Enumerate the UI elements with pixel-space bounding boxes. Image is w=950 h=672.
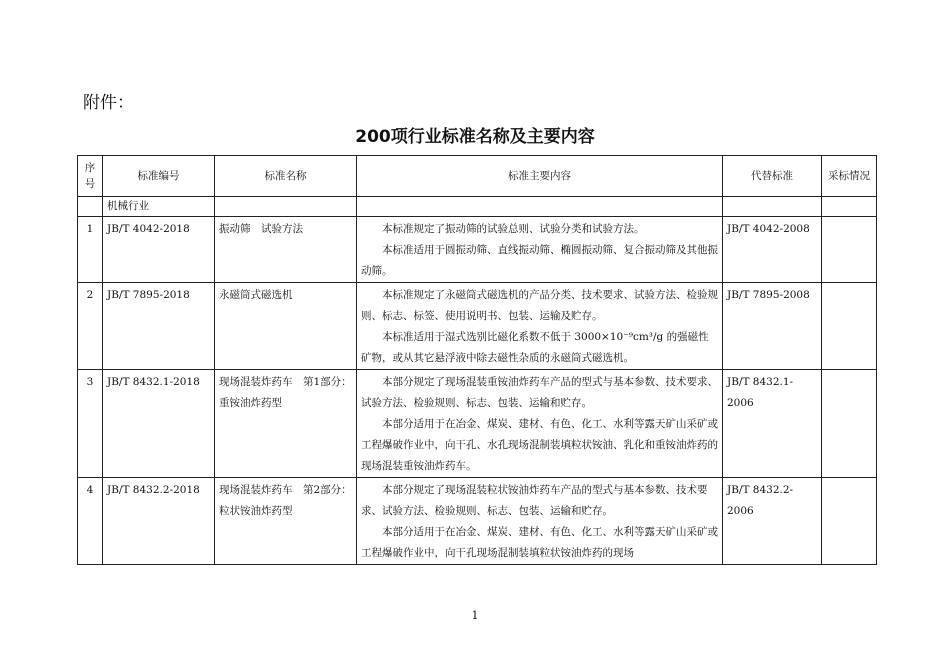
section-row	[78, 197, 877, 217]
row-code: JB/T 8432.2-2018	[103, 478, 215, 565]
row-content	[357, 370, 723, 478]
row-content	[357, 217, 723, 283]
table-row	[78, 217, 877, 283]
row-replaces: JB/T 8432.1-2006	[723, 370, 822, 478]
table-row	[78, 478, 877, 565]
table-header-row	[78, 156, 877, 197]
content-paragraph: 本标准规定了永磁筒式磁选机的产品分类、技术要求、试验方法、检验规则、标志、标签、使用说明书、包装、运输及贮存。	[361, 289, 718, 322]
row-name: 现场混装炸药车 第1部分：重铵油炸药型	[215, 370, 357, 478]
table-row	[78, 370, 877, 478]
row-no: 4	[78, 478, 103, 565]
table-row	[78, 283, 877, 370]
content-paragraph: 本标准规定了振动筛的试验总则、试验分类和试验方法。	[382, 223, 645, 235]
row-adoption	[822, 478, 877, 565]
row-name: 现场混装炸药车 第2部分：粒状铵油炸药型	[215, 478, 357, 565]
row-name: 振动筛 试验方法	[215, 217, 357, 283]
header-no: 序号	[78, 156, 103, 197]
row-name: 永磁筒式磁选机	[215, 283, 357, 370]
row-adoption	[822, 217, 877, 283]
content-paragraph: 本部分规定了现场混装粒状铵油炸药车产品的型式与基本参数、技术要求、试验方法、检验规则、标志、包装、运输和贮存。	[361, 484, 708, 517]
attachment-label: 附件：	[83, 93, 134, 113]
content-paragraph: 本部分适用于在冶金、煤炭、建材、有色、化工、水利等露天矿山采矿或工程爆破作业中，向干孔、水孔现场混制装填粒状铵油、乳化和重铵油炸药的现场混装重铵油炸药车。	[361, 418, 718, 472]
standards-table	[77, 155, 877, 565]
content-paragraph: 本部分适用于在冶金、煤炭、建材、有色、化工、水利等露天矿山采矿或工程爆破作业中，向干孔现场混制装填粒状铵油炸药的现场	[361, 526, 718, 559]
content-paragraph: 本标准适用于圆振动筛、直线振动筛、椭圆振动筛、复合振动筛及其他振动筛。	[361, 244, 718, 277]
row-replaces: JB/T 4042-2008	[723, 217, 822, 283]
row-adoption	[822, 370, 877, 478]
row-replaces: JB/T 7895-2008	[723, 283, 822, 370]
section-title: 机械行业	[103, 197, 215, 217]
row-code: JB/T 4042-2018	[103, 217, 215, 283]
row-content	[357, 478, 723, 565]
row-code: JB/T 7895-2018	[103, 283, 215, 370]
header-replaces: 代替标准	[723, 156, 822, 197]
header-code: 标准编号	[103, 156, 215, 197]
row-content	[357, 283, 723, 370]
row-code: JB/T 8432.1-2018	[103, 370, 215, 478]
header-adoption: 采标情况	[822, 156, 877, 197]
row-no: 2	[78, 283, 103, 370]
row-no: 3	[78, 370, 103, 478]
row-no: 1	[78, 217, 103, 283]
content-paragraph: 本标准适用于湿式选别比磁化系数不低于 3000×10⁻⁹cm³/g 的强磁性矿物，或从其它悬浮液中除去磁性杂质的永磁筒式磁选机。	[361, 331, 709, 364]
header-content: 标准主要内容	[357, 156, 723, 197]
row-adoption	[822, 283, 877, 370]
page-number: 1	[471, 609, 479, 622]
row-replaces: JB/T 8432.2-2006	[723, 478, 822, 565]
content-paragraph: 本部分规定了现场混装重铵油炸药车产品的型式与基本参数、技术要求、试验方法、检验规则、标志、包装、运输和贮存。	[361, 376, 718, 409]
document-title: 200项行业标准名称及主要内容	[355, 127, 595, 147]
header-name: 标准名称	[215, 156, 357, 197]
